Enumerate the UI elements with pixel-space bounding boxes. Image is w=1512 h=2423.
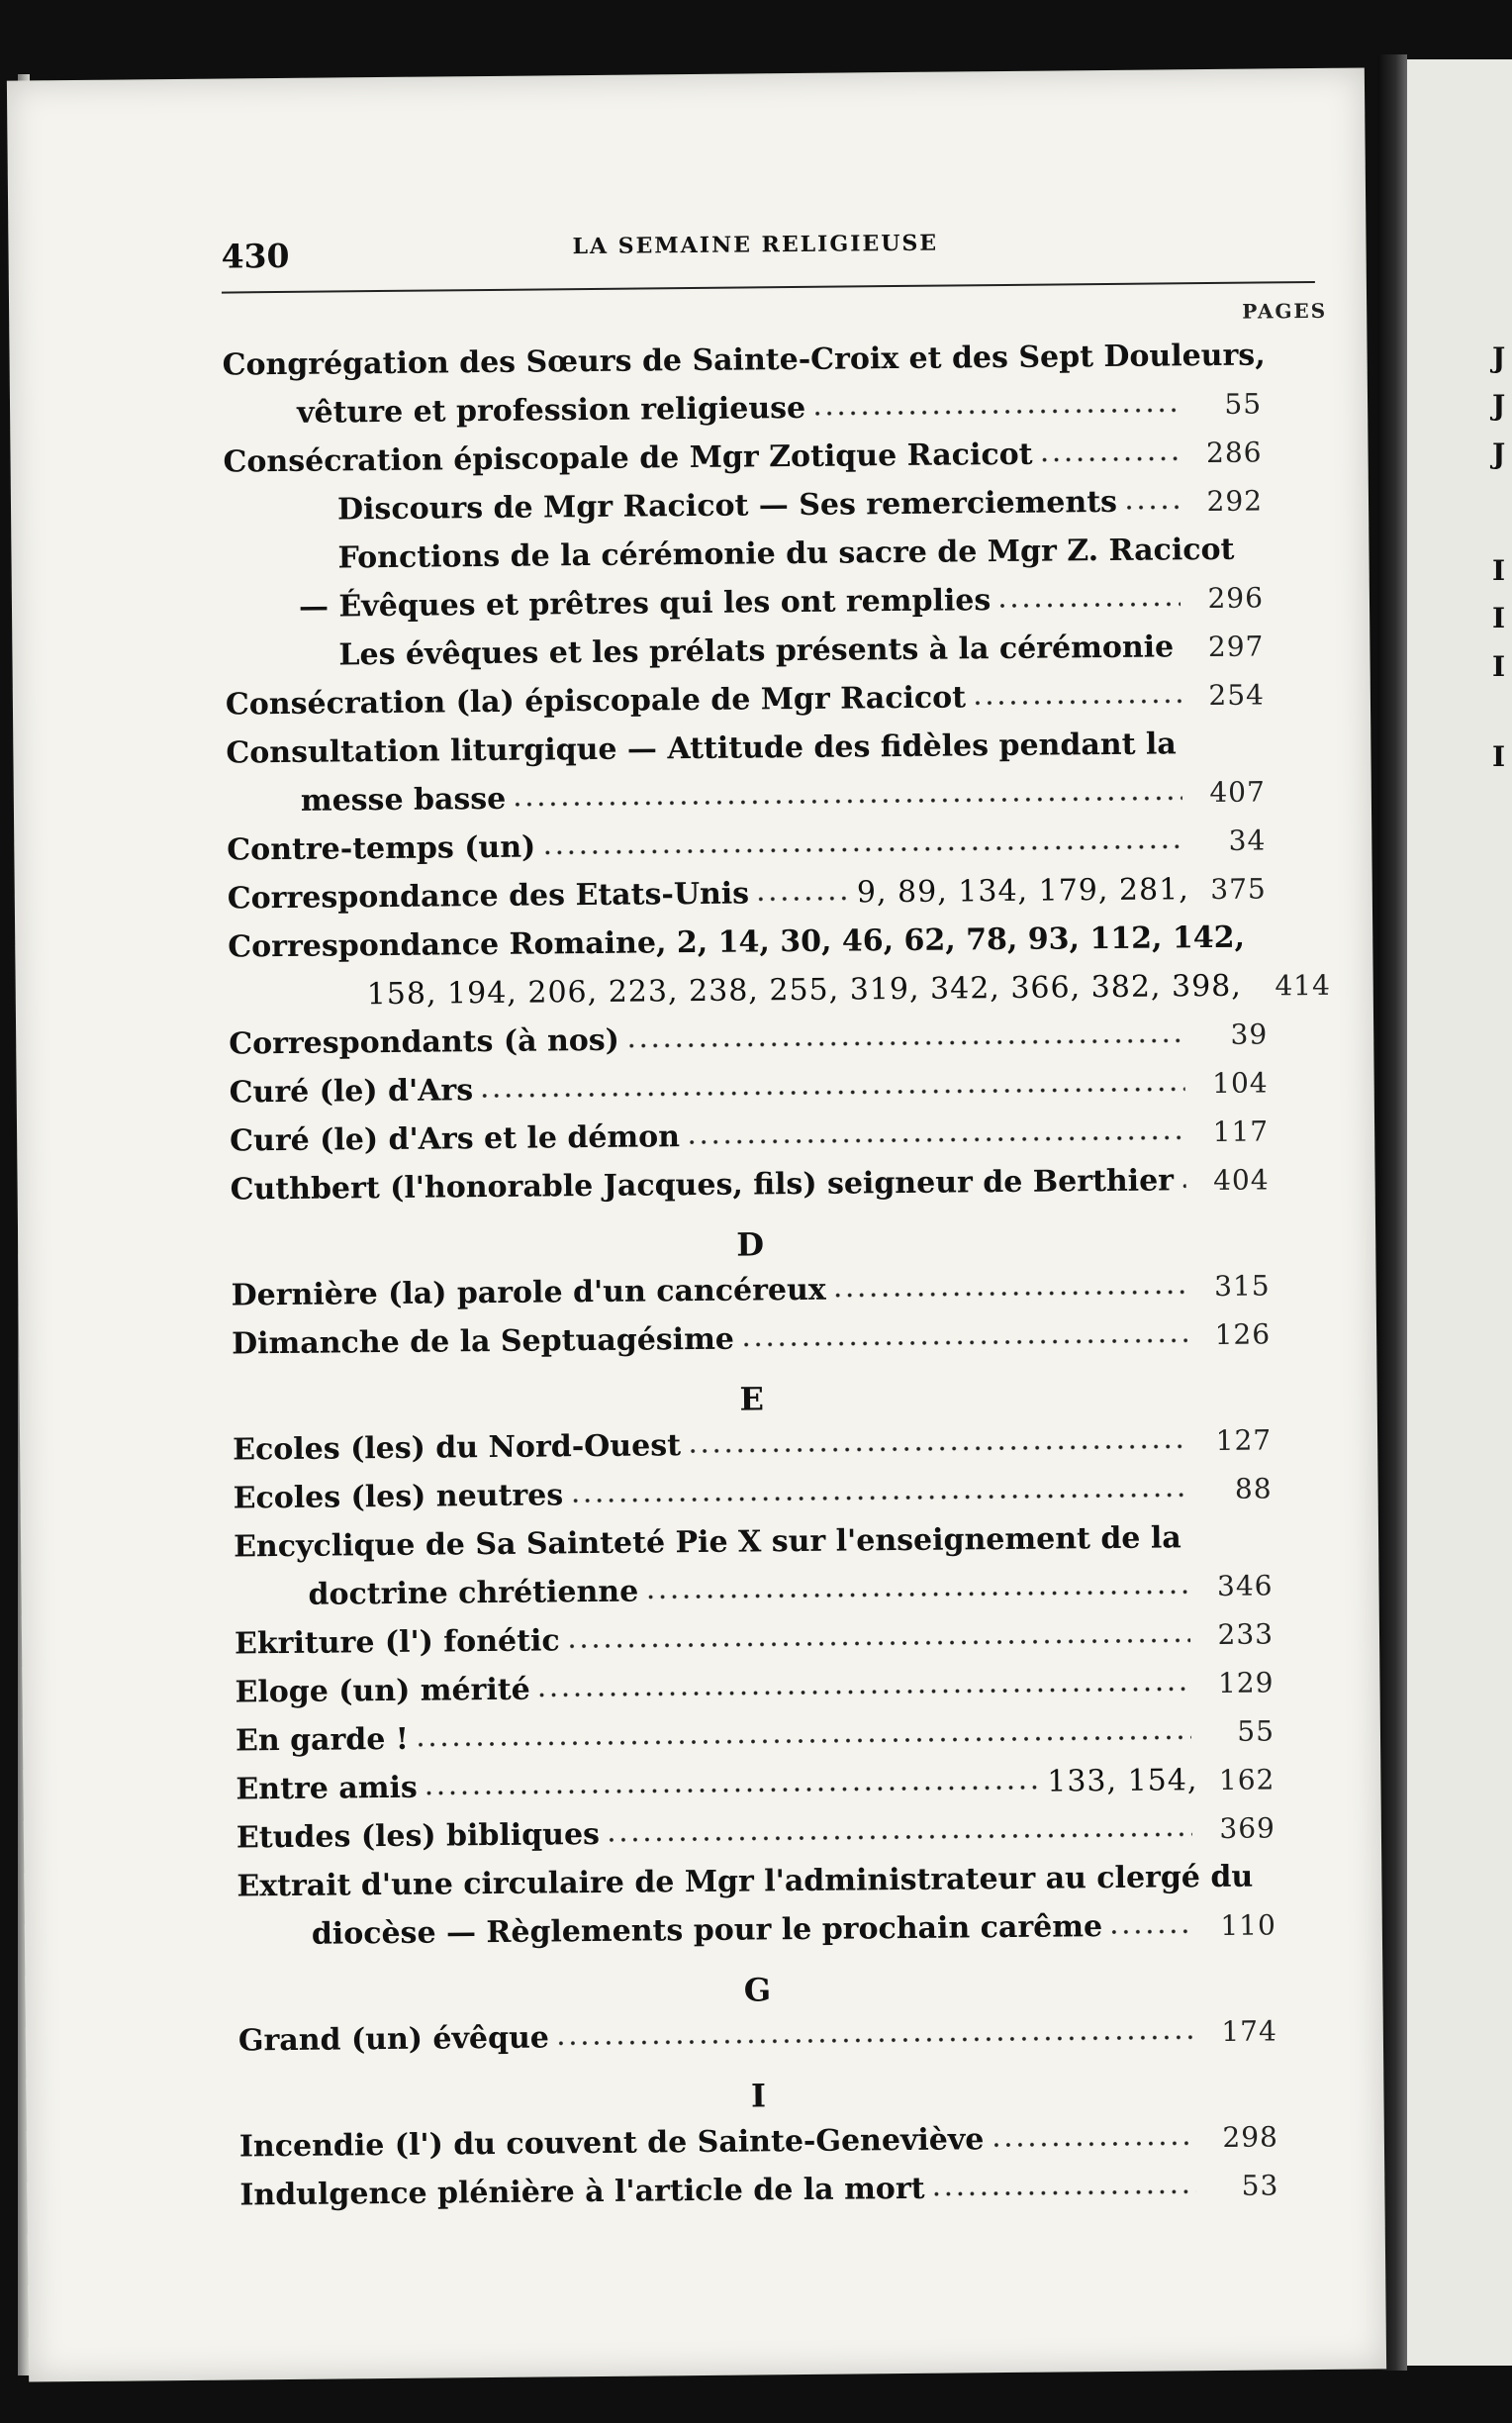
entry-title: Consécration (la) épiscopale de Mgr Racicot: [225, 680, 967, 723]
leader-dots: [569, 1491, 1189, 1504]
leader-dots: [541, 842, 1182, 856]
entry-page: 110: [1220, 1908, 1276, 1942]
entry-page: 375: [1210, 872, 1267, 906]
entry-page: 88: [1234, 1472, 1273, 1505]
entry-page-list: 9, 89, 134, 179, 281,: [856, 872, 1189, 911]
leader-dots: [931, 2187, 1196, 2198]
running-title: LA SEMAINE RELIGIEUSE: [572, 230, 939, 260]
leader-dots: [1123, 503, 1180, 512]
leader-dots: [606, 1830, 1192, 1844]
leader-dots: [424, 1784, 1042, 1797]
entry-page: 292: [1206, 484, 1264, 519]
section-heading: G: [743, 1971, 772, 2009]
section-heading: I: [750, 2077, 767, 2115]
index-line: [239, 2168, 1278, 2226]
entry-title: Ecoles (les) neutres: [233, 1478, 564, 1516]
index-page: [7, 67, 1386, 2381]
entry-page: 414: [1275, 968, 1332, 1003]
section-heading: D: [736, 1225, 765, 1264]
leader-dots: [555, 2033, 1194, 2047]
entry-page: 55: [1224, 387, 1263, 421]
leader-dots: [811, 406, 1179, 418]
entry-title: Consécration épiscopale de Mgr Zotique Racicot: [223, 436, 1033, 480]
entry-title: Entre amis: [236, 1770, 418, 1807]
leader-dots: [644, 1588, 1189, 1600]
entry-title: Incendie (l') du couvent de Sainte-Geneviève: [238, 2122, 985, 2165]
facing-page-letter: J: [1492, 341, 1506, 374]
leader-dots: [996, 600, 1181, 610]
entry-title: Correspondance des Etats-Unis: [227, 876, 750, 917]
leader-dots: [415, 1733, 1191, 1749]
entry-title: Extrait d'une circulaire de Mgr l'administrateur au clergé du: [236, 1859, 1254, 1904]
leader-dots: [625, 1036, 1184, 1049]
leader-dots: [536, 1685, 1191, 1698]
index-entries: [222, 338, 1332, 2226]
facing-page-letter: I: [1492, 740, 1506, 773]
entry-title: Dernière (la) parole d'un cancéreux: [231, 1272, 826, 1313]
entry-page-list: 133, 154,: [1047, 1763, 1198, 1799]
leader-dots: [832, 1288, 1187, 1299]
entry-page: 126: [1214, 1317, 1272, 1351]
facing-page-letter: I: [1492, 650, 1506, 683]
entry-page: 53: [1241, 2169, 1279, 2202]
leader-dots: [1180, 1182, 1186, 1190]
entry-title: Les évêques et les prélats présents à la cérémonie: [338, 630, 1175, 673]
entry-title: Eloge (un) mérité: [235, 1672, 530, 1710]
pages-column-label: PAGES: [1242, 298, 1328, 324]
entry-page: 407: [1209, 775, 1266, 810]
entry-title: Etudes (les) bibliques: [236, 1816, 601, 1856]
leader-dots: [755, 894, 851, 903]
entry-title: vêture et profession religieuse: [296, 390, 806, 431]
entry-title: Dimanche de la Septuagésime: [231, 1321, 735, 1362]
entry-title: Ekriture (l') fonétic: [234, 1623, 560, 1662]
entry-title: Contre-temps (un): [227, 829, 536, 868]
entry-title: Consultation liturgique — Attitude des fidèles pendant la: [226, 727, 1177, 771]
entry-title: Indulgence plénière à l'article de la mort: [239, 2171, 925, 2213]
entry-title: Correspondance Romaine, 2, 14, 30, 46, 62, 78, 93, 112, 142,: [228, 920, 1246, 965]
entry-title: messe basse: [300, 781, 507, 819]
leader-dots: [687, 1442, 1188, 1455]
entry-page: 297: [1207, 630, 1265, 664]
entry-page: 346: [1216, 1569, 1274, 1602]
entry-page-list: 158, 194, 206, 223, 238, 255, 319, 342, 366, 382, 398,: [366, 968, 1243, 1013]
leader-dots: [972, 697, 1181, 707]
section-heading: E: [739, 1380, 765, 1418]
entry-page: 296: [1207, 581, 1265, 616]
entry-page: 55: [1237, 1714, 1276, 1748]
leader-dots: [1039, 454, 1180, 463]
entry-title: Congrégation des Sœurs de Sainte-Croix et des Sept Douleurs,: [222, 338, 1266, 383]
leader-dots: [479, 1085, 1185, 1100]
entry-title: doctrine chrétienne: [308, 1574, 639, 1612]
page-number: 430: [221, 236, 290, 276]
entry-title: Fonctions de la cérémonie du sacre de Mgr Z. Racicot: [337, 532, 1235, 576]
facing-page-letter: I: [1492, 602, 1506, 634]
entry-title: Curé (le) d'Ars et le démon: [229, 1119, 681, 1159]
entry-page: 129: [1217, 1666, 1275, 1699]
entry-page: 117: [1212, 1115, 1270, 1148]
entry-title: Curé (le) d'Ars: [229, 1073, 474, 1111]
leader-dots: [686, 1133, 1185, 1146]
entry-title: diocèse — Règlements pour le prochain carême: [311, 1909, 1103, 1952]
entry-page: 254: [1208, 678, 1266, 713]
facing-page-letter: I: [1492, 554, 1506, 587]
leader-dots: [740, 1336, 1187, 1348]
leader-dots: [990, 2139, 1195, 2149]
leader-dots: [512, 794, 1182, 809]
entry-page: 104: [1212, 1066, 1269, 1100]
entry-title: Ecoles (les) du Nord-Ouest: [232, 1428, 682, 1468]
entry-page: 34: [1228, 824, 1267, 857]
facing-page-letter: J: [1492, 437, 1506, 470]
entry-title: Discours de Mgr Racicot — Ses remerciements: [336, 484, 1118, 528]
header-rule: [222, 281, 1315, 294]
entry-page: 127: [1215, 1423, 1273, 1457]
leader-dots: [1180, 648, 1181, 656]
entry-page: 369: [1219, 1811, 1276, 1845]
entry-page: 404: [1212, 1163, 1270, 1197]
entry-page: 298: [1222, 2120, 1279, 2154]
leader-dots: [1108, 1927, 1193, 1936]
entry-title: Correspondants (à nos): [229, 1022, 620, 1062]
entry-page: 174: [1221, 2014, 1278, 2048]
leader-dots: [566, 1636, 1190, 1650]
entry-title: Cuthbert (l'honorable Jacques, fils) seigneur de Berthier: [230, 1163, 1175, 1208]
entry-page: 162: [1218, 1763, 1276, 1796]
entry-page: 233: [1217, 1617, 1275, 1651]
entry-title: Grand (un) évêque: [237, 2020, 550, 2059]
entry-page: 286: [1205, 436, 1263, 470]
facing-page-letter: J: [1492, 389, 1506, 422]
entry-title: Encyclique de Sa Sainteté Pie X sur l'enseignement de la: [233, 1520, 1181, 1565]
page-content: [7, 67, 1386, 2381]
entry-page: 39: [1230, 1018, 1269, 1051]
entry-title: En garde !: [235, 1721, 410, 1759]
entry-page: 315: [1214, 1269, 1271, 1303]
entry-title: — Évêques et prêtres qui les ont remplies: [298, 583, 992, 625]
